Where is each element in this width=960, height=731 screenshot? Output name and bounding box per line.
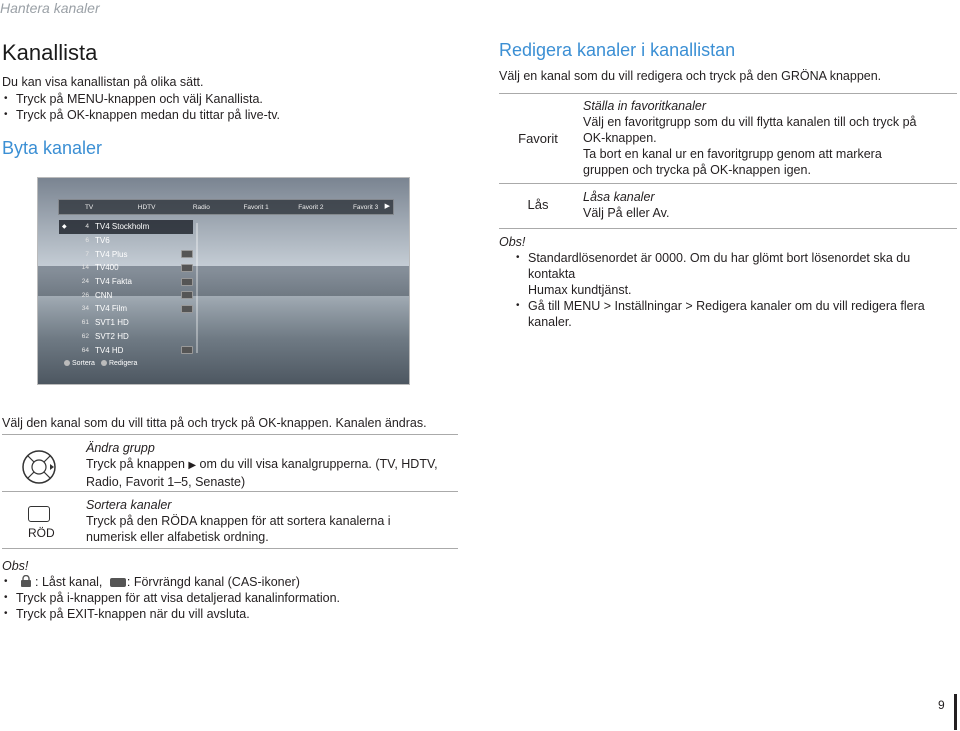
sort-title: Sortera kanaler — [86, 498, 172, 512]
play-arrow-icon: ▶ — [188, 460, 197, 471]
obs-item-info: • Tryck på i-knappen för att visa detaljerad kanalinformation. — [2, 590, 422, 606]
page-title: Kanallista — [2, 40, 98, 65]
bullet-item: • Tryck på OK-knappen medan du tittar på live-tv. — [2, 107, 402, 123]
intro-text: Du kan visa kanallistan på olika sätt. — [2, 75, 204, 89]
tab-favorit-2: Favorit 2 — [298, 203, 324, 211]
scrollbar — [196, 223, 198, 353]
las-block — [583, 189, 957, 221]
channel-name: TV4 Stockholm — [95, 222, 150, 232]
right-arrow-icon: ▶ — [384, 203, 390, 210]
obs-item-exit: • Tryck på EXIT-knappen när du vill avsluta. — [2, 606, 422, 622]
channel-row — [59, 288, 193, 302]
green-dot-icon — [101, 360, 107, 366]
channel-row — [59, 330, 193, 344]
channel-number: 34 — [81, 305, 89, 313]
favorit-line2: OK-knappen. — [583, 131, 657, 145]
channel-name: TV4 HD — [95, 345, 124, 355]
channel-name: SVT1 HD — [95, 318, 129, 328]
tab-radio: Radio — [192, 203, 210, 211]
change-group-line1: Tryck på knappen ▶ om du vill visa kanalgrupperna. (TV, HDTV, — [86, 457, 438, 471]
change-group-block — [86, 440, 438, 490]
bullet-item: • Tryck på MENU-knappen och välj Kanallista. — [2, 91, 402, 107]
left-obs-title: Obs! — [2, 559, 29, 573]
favorit-block — [583, 98, 957, 178]
las-label: Lås — [527, 197, 549, 212]
channel-row — [59, 275, 193, 289]
red-button-label: RÖD — [28, 526, 55, 540]
page-edge-bar — [954, 694, 957, 730]
section-header: Hantera kanaler — [0, 0, 100, 16]
favorit-title: Ställa in favoritkanaler — [583, 99, 706, 113]
channel-name: TV4 Plus — [95, 249, 128, 259]
channel-number: 61 — [81, 319, 89, 327]
channel-row — [59, 343, 193, 357]
channel-number: 26 — [81, 291, 89, 299]
sort-block — [86, 497, 391, 545]
favorit-line4: gruppen och trycka på OK-knappen igen. — [583, 163, 811, 177]
right-obs-list — [514, 250, 960, 330]
left-obs-list — [2, 574, 422, 622]
obs-item-menu-path: • Gå till MENU > Inställningar > Redigera kanaler om du vill redigera flera kanaler. — [514, 298, 960, 330]
tab-favorit-3: Favorit 3 — [352, 203, 379, 211]
nav-ring-icon — [20, 448, 58, 491]
red-button-icon — [28, 506, 50, 522]
las-line1: Välj På eller Av. — [583, 206, 670, 220]
channel-number: 4 — [85, 223, 89, 231]
red-dot-icon — [64, 360, 70, 366]
channel-row — [59, 261, 193, 275]
tab-hdtv: HDTV — [137, 203, 156, 211]
channel-row — [59, 234, 193, 248]
favorit-line1: Välj en favoritgrupp som du vill flytta kanalen till och tryck på — [583, 115, 917, 129]
channel-name: TV4 Fakta — [95, 277, 132, 287]
channel-name: TV4 Film — [95, 304, 127, 314]
sort-line2: numerisk eller alfabetisk ordning. — [86, 530, 269, 544]
channel-row — [59, 247, 193, 261]
channel-number: 64 — [81, 346, 89, 354]
right-intro: Välj en kanal som du vill redigera och tryck på den GRÖNA knappen. — [499, 69, 882, 83]
channel-number: 7 — [85, 250, 89, 258]
page-number: 9 — [938, 698, 945, 712]
channel-row — [59, 220, 193, 234]
channel-name: CNN — [95, 290, 113, 300]
right-section-title: Redigera kanaler i kanallistan — [499, 40, 736, 60]
intro-bullets — [2, 91, 402, 123]
cas-icon — [181, 291, 193, 299]
channel-number: 6 — [85, 237, 89, 245]
favorit-line3: Ta bort en kanal ur en favoritgrupp genom att markera — [583, 147, 882, 161]
group-tabs — [58, 199, 394, 215]
cas-icon — [181, 305, 193, 313]
channel-number: 24 — [81, 278, 89, 286]
obs-item-icons: • : Låst kanal, : Förvrängd kanal (CAS-ikoner) — [2, 574, 422, 590]
cas-icon — [110, 578, 126, 587]
channel-number: 62 — [81, 332, 89, 340]
sort-line1: Tryck på den RÖDA knappen för att sortera kanalerna i — [86, 514, 391, 528]
channel-number: 14 — [81, 264, 89, 272]
las-title: Låsa kanaler — [583, 190, 655, 204]
channel-name: SVT2 HD — [95, 331, 129, 341]
cas-icon — [181, 278, 193, 286]
change-group-title: Ändra grupp — [86, 441, 155, 455]
channel-row — [59, 302, 193, 316]
tab-tv: TV — [84, 203, 94, 211]
channel-name: TV6 — [95, 236, 110, 246]
channel-list — [59, 220, 193, 357]
channel-row — [59, 316, 193, 330]
cas-icon — [181, 250, 193, 258]
lock-icon — [20, 575, 32, 586]
obs-item-password: • Standardlösenordet är 0000. Om du har glömt bort lösenordet ska du kontakta Humax kundtjänst. — [514, 250, 960, 298]
favorit-label: Favorit — [518, 131, 558, 146]
tab-favorit-1: Favorit 1 — [243, 203, 269, 211]
right-obs-title: Obs! — [499, 235, 526, 249]
cas-icon — [181, 264, 193, 272]
channel-name: TV400 — [95, 263, 119, 273]
selection-marker-icon: ◆ — [62, 224, 67, 231]
channel-list-screenshot — [37, 177, 410, 385]
section-title-switch: Byta kanaler — [2, 138, 103, 158]
cas-icon — [181, 346, 193, 354]
change-group-line2: Radio, Favorit 1–5, Senaste) — [86, 475, 246, 489]
screen-footer: Sortera Redigera — [64, 360, 137, 367]
instruction-text: Välj den kanal som du vill titta på och tryck på OK-knappen. Kanalen ändras. — [2, 416, 427, 430]
